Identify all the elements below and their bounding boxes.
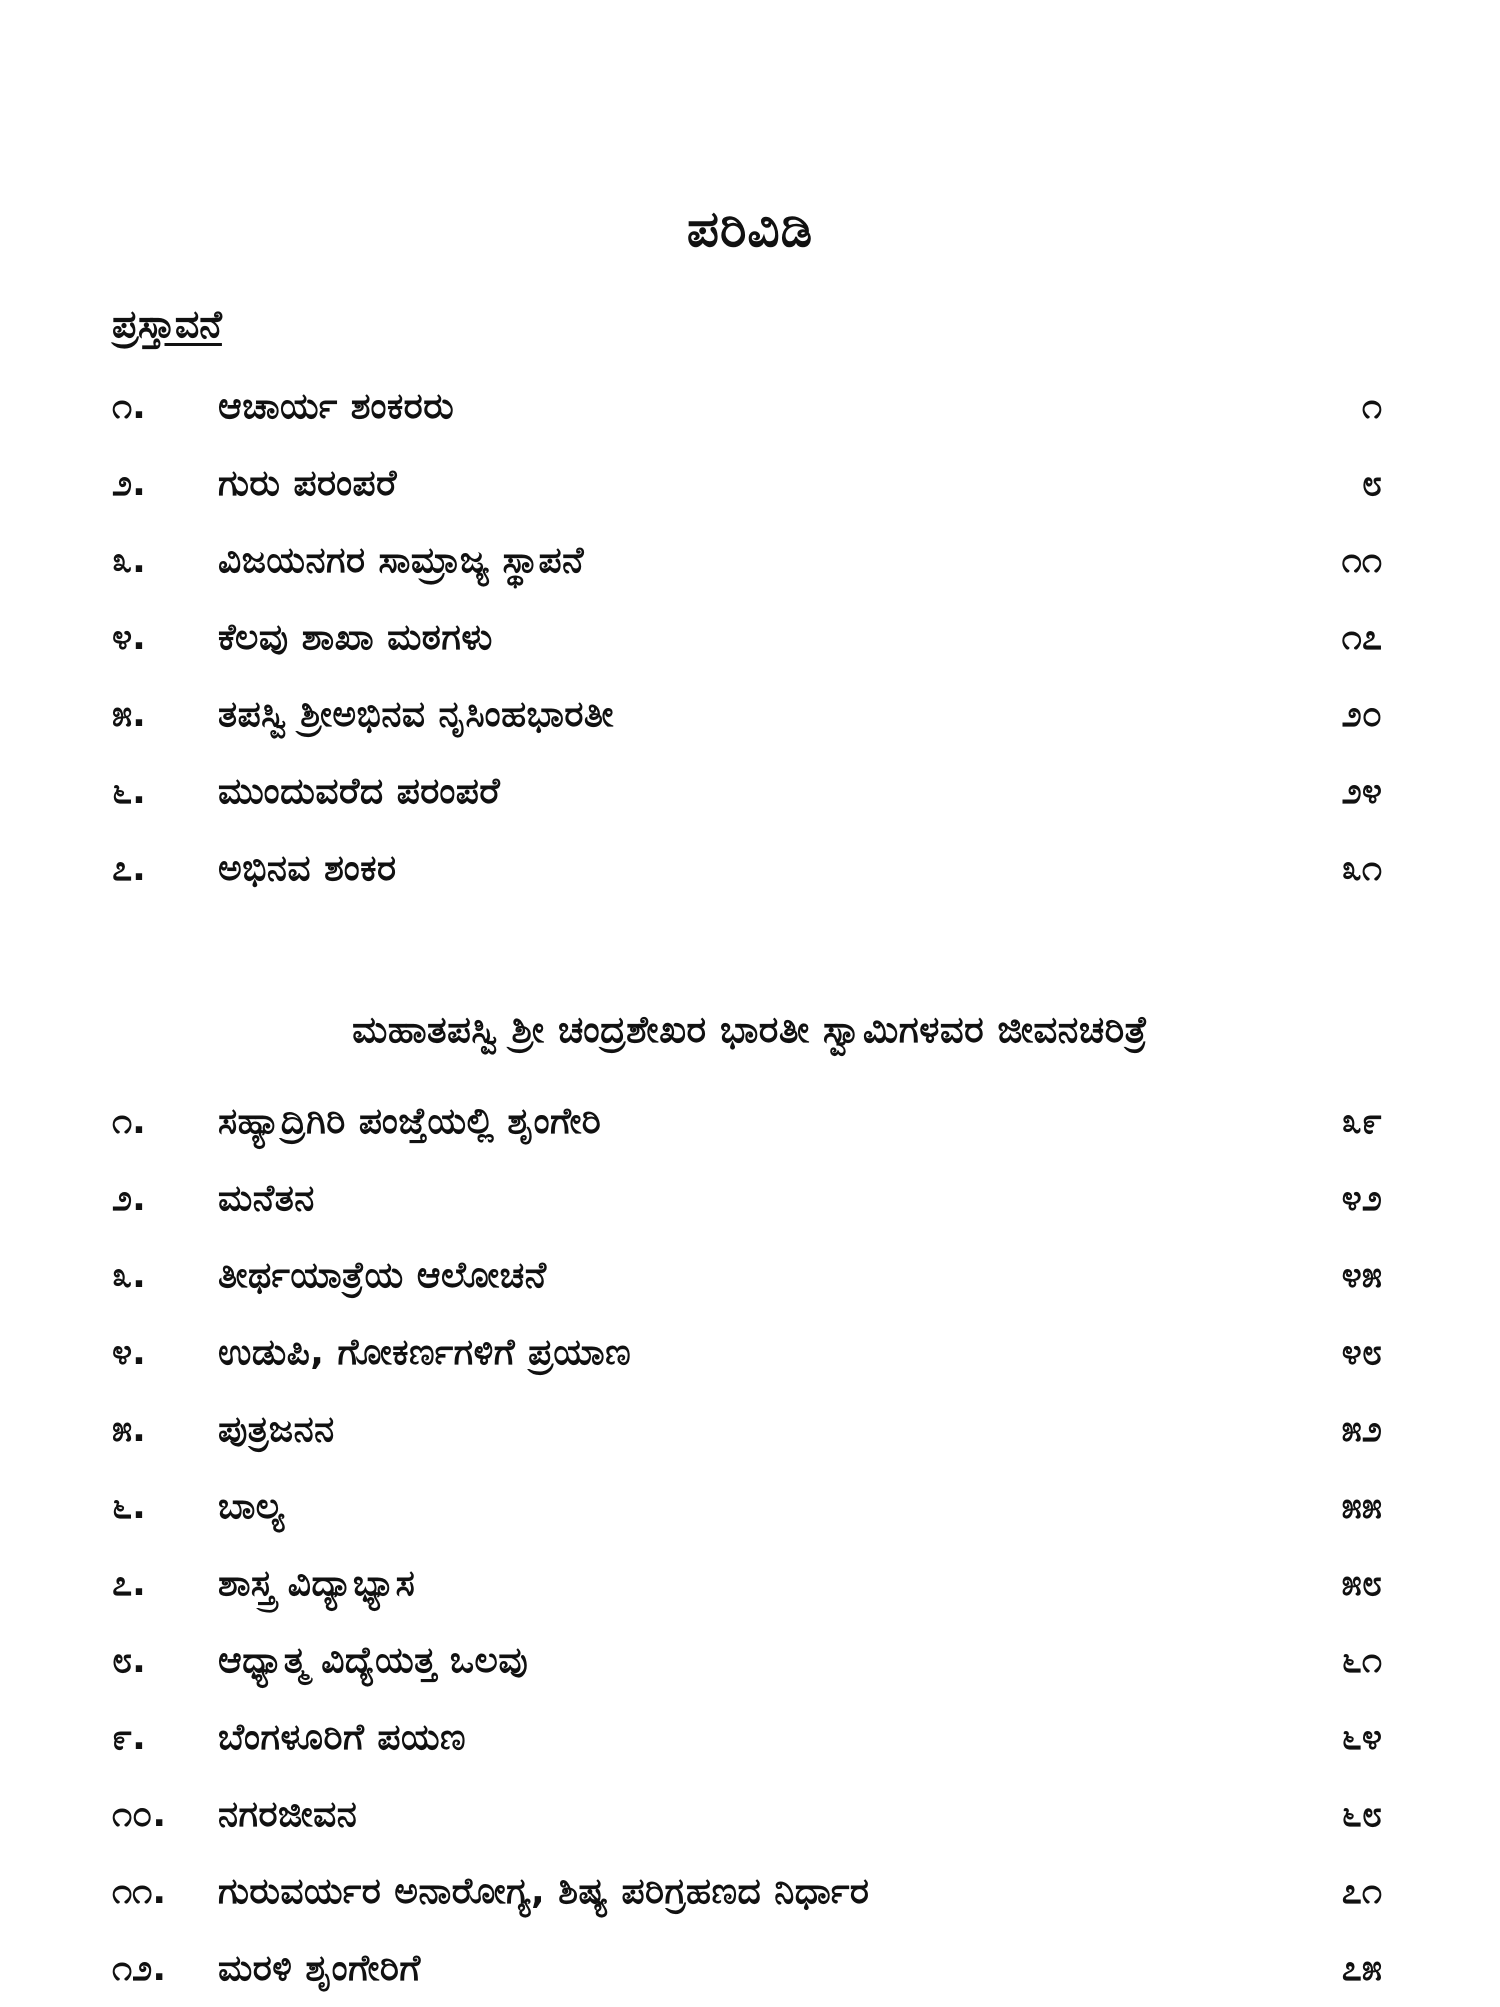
page-title: ಪರಿವಿಡಿ (686, 200, 814, 258)
toc-entry-title: ಮನೆತನ (218, 1178, 315, 1219)
toc-list-section-1 (0, 368, 1500, 907)
toc-entry-title: ಪುತ್ರಜನನ (218, 1409, 335, 1450)
toc-entry-number: ೫. (112, 694, 146, 735)
toc-entry-page: ೨೪ (1341, 771, 1382, 812)
toc-entry-number: ೩. (112, 1255, 146, 1296)
toc-entry-number: ೧. (112, 386, 146, 427)
toc-entry-title: ಸಹ್ಯಾದ್ರಿಗಿರಿ ಪಂಜ್ತೆಯಲ್ಲಿ ಶೃಂಗೇರಿ (218, 1101, 602, 1142)
section-heading-prastavane: ಪ್ರಸ್ತಾವನೆ (112, 302, 222, 346)
toc-entry-title: ಬಾಲ್ಯ (218, 1486, 285, 1527)
toc-entry-number: ೬. (112, 1486, 146, 1527)
toc-entry-number: ೬. (112, 771, 146, 812)
toc-entry (0, 1314, 1500, 1391)
toc-entry-title: ಗುರು ಪರಂಪರೆ (218, 463, 398, 504)
toc-entry-title: ನಗರಜೀವನ (218, 1794, 358, 1835)
toc-entry (0, 368, 1500, 445)
toc-entry-title: ಶಾಸ್ತ್ರ ವಿದ್ಯಾಭ್ಯಾಸ (218, 1563, 416, 1604)
toc-entry-page: ೨೦ (1341, 694, 1382, 735)
toc-entry-number: ೫. (112, 1409, 146, 1450)
toc-entry-page: ೩೧ (1341, 848, 1382, 889)
toc-entry-page: ೪೨ (1341, 1178, 1382, 1219)
toc-entry (0, 1083, 1500, 1160)
toc-entry-number: ೨. (112, 1178, 146, 1219)
toc-entry-page: ೭೫ (1341, 1948, 1382, 1989)
toc-entry-page: ೩೯ (1341, 1101, 1382, 1142)
toc-entry-title: ಮುಂದುವರೆದ ಪರಂಪರೆ (218, 771, 501, 812)
toc-entry (0, 1930, 1500, 2007)
toc-entry (0, 1160, 1500, 1237)
toc-entry (0, 1622, 1500, 1699)
toc-entry (0, 1237, 1500, 1314)
toc-entry-page: ೬೮ (1341, 1794, 1382, 1835)
toc-entry (0, 1468, 1500, 1545)
toc-entry-page: ೫೨ (1341, 1409, 1382, 1450)
section-heading-jeevanacharitre: ಮಹಾತಪಸ್ವಿ ಶ್ರೀ ಚಂದ್ರಶೇಖರ ಭಾರತೀ ಸ್ವಾಮಿಗಳವರ ಜೀವನಚರಿತ್ರೆ (352, 1008, 1148, 1051)
toc-entry-number: ೪. (112, 617, 146, 658)
toc-entry-page: ೧೭ (1341, 617, 1382, 658)
toc-entry-title: ಮರಳಿ ಶೃಂಗೇರಿಗೆ (218, 1948, 421, 1989)
toc-entry (0, 445, 1500, 522)
toc-entry-title: ಬೆಂಗಳೂರಿಗೆ ಪಯಣ (218, 1717, 467, 1758)
toc-entry-title: ಗುರುವರ್ಯರ ಅನಾರೋಗ್ಯ, ಶಿಷ್ಯ ಪರಿಗ್ರಹಣದ ನಿರ್ಧಾರ (218, 1871, 870, 1912)
toc-entry (0, 753, 1500, 830)
toc-entry (0, 1853, 1500, 1930)
toc-entry-page: ೪೮ (1341, 1332, 1382, 1373)
toc-entry-page: ೭೧ (1341, 1871, 1382, 1912)
toc-entry-number: ೨. (112, 463, 146, 504)
toc-entry (0, 599, 1500, 676)
toc-entry-page: ೮ (1361, 463, 1382, 504)
toc-entry (0, 676, 1500, 753)
toc-entry (0, 1545, 1500, 1622)
toc-entry-title: ವಿಜಯನಗರ ಸಾಮ್ರಾಜ್ಯ ಸ್ಥಾಪನೆ (218, 540, 585, 581)
toc-entry-title: ಉಡುಪಿ, ಗೋಕರ್ಣಗಳಿಗೆ ಪ್ರಯಾಣ (218, 1332, 632, 1373)
toc-entry-page: ೬೧ (1341, 1640, 1382, 1681)
toc-entry-number: ೭. (112, 1563, 146, 1604)
toc-entry-number: ೧೦. (112, 1794, 166, 1835)
toc-entry (0, 1699, 1500, 1776)
toc-entry-number: ೩. (112, 540, 146, 581)
toc-list-section-2 (0, 1083, 1500, 2007)
toc-entry-title: ಆಧ್ಯಾತ್ಮ ವಿದ್ಯೆಯತ್ತ ಒಲವು (218, 1640, 529, 1681)
toc-entry-number: ೮. (112, 1640, 146, 1681)
toc-entry-number: ೧೨. (112, 1948, 166, 1989)
toc-entry-title: ಕೆಲವು ಶಾಖಾ ಮಠಗಳು (218, 617, 493, 658)
toc-entry-title: ಅಭಿನವ ಶಂಕರ (218, 848, 397, 889)
toc-entry-page: ೫೫ (1341, 1486, 1382, 1527)
toc-entry (0, 830, 1500, 907)
toc-entry (0, 1776, 1500, 1853)
toc-entry-number: ೭. (112, 848, 146, 889)
toc-entry-title: ತಪಸ್ವಿ ಶ್ರೀಅಭಿನವ ನೃಸಿಂಹಭಾರತೀ (218, 694, 614, 735)
toc-entry-page: ೪೫ (1341, 1255, 1382, 1296)
toc-entry-number: ೯. (112, 1717, 146, 1758)
toc-entry-number: ೧. (112, 1101, 146, 1142)
toc-entry-title: ತೀರ್ಥಯಾತ್ರೆಯ ಆಲೋಚನೆ (218, 1255, 547, 1296)
toc-entry (0, 522, 1500, 599)
toc-entry-page: ೧ (1361, 386, 1382, 427)
toc-entry (0, 1391, 1500, 1468)
toc-entry-page: ೬೪ (1341, 1717, 1382, 1758)
toc-entry-title: ಆಚಾರ್ಯ ಶಂಕರರು (218, 386, 455, 427)
toc-entry-number: ೪. (112, 1332, 146, 1373)
toc-entry-page: ೧೧ (1341, 540, 1382, 581)
toc-entry-page: ೫೮ (1341, 1563, 1382, 1604)
toc-entry-number: ೧೧. (112, 1871, 166, 1912)
